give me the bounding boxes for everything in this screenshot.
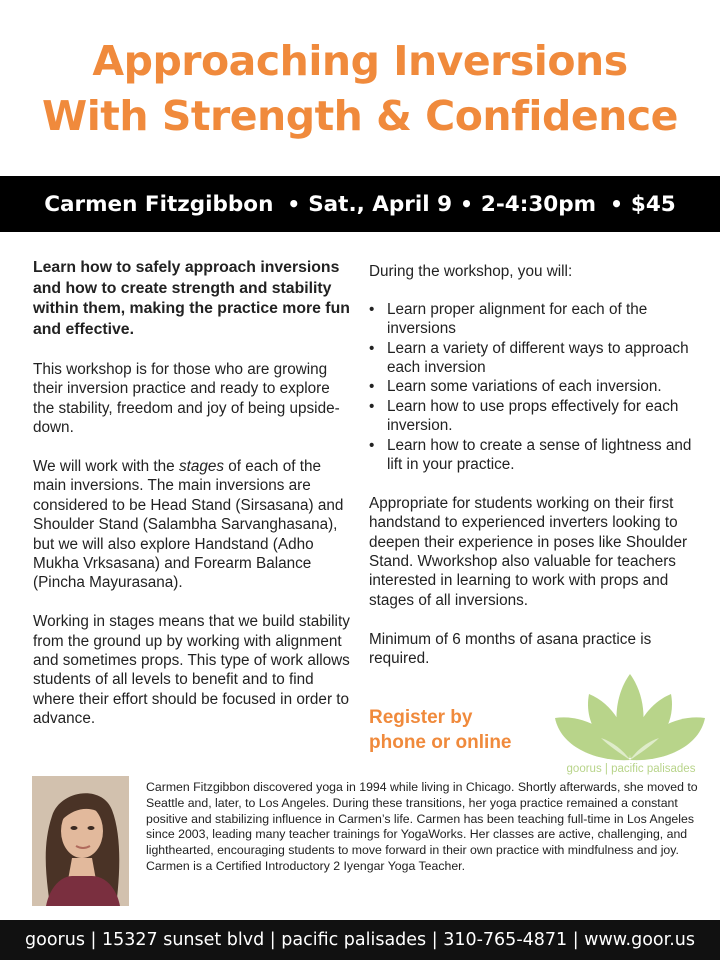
instructor-bio: Carmen Fitzgibbon discovered yoga in 1994 while living in Chicago. Shortly afterwards, she moved to Seattle and, later, to Los Angeles. During these transitions, her yoga practice remained a constant positive and stabilizing influence in Carmen’s life. Carmen has been teaching full-time in Los Angeles since 2003, leading many teacher trainings for YogaWorks. Her classes are active, challenging, and lighthearted, encouraging students to move forward in their own practice with mindfulness and joy. Carmen is a Certified Introductory 2 Iyengar Yoga Teacher. — [146, 780, 698, 873]
separator-dot: • — [610, 192, 623, 216]
list-item: • Learn a variety of different ways to approach each inversion — [369, 339, 704, 378]
stages-text-before: We will work with the — [33, 458, 179, 476]
instructor-name: Carmen Fitzgibbon — [44, 191, 274, 217]
list-item: • Learn how to create a sense of lightness and lift in your practice. — [369, 436, 704, 475]
register-callout — [369, 705, 559, 755]
event-info-bar — [0, 176, 720, 232]
register-line-1: Register by — [369, 707, 473, 728]
footer-bar — [0, 920, 720, 960]
lead-paragraph: Learn how to safely approach inversions and how to create strength and stability within them, making the practice more fun and effective. — [33, 259, 350, 338]
instructor-photo — [32, 776, 129, 906]
footer-contact[interactable]: goorus | 15327 sunset blvd | pacific palisades | 310-765-4871 | www.goor.us — [25, 930, 695, 950]
method-paragraph: Working in stages means that we build stability from the ground up by working with alignment and sometimes props. This type of work allows students of all levels to benefit and to find where their effort should be focused in order to advance. — [33, 613, 350, 728]
list-item: • Learn proper alignment for each of the inversions — [369, 300, 704, 339]
lotus-logo-icon — [553, 670, 707, 768]
workshop-goals-list — [369, 300, 704, 475]
logo-caption: goorus | pacific palisades — [566, 763, 696, 775]
stages-paragraph — [33, 457, 351, 593]
title-line-1: Approaching Inversions — [92, 37, 628, 85]
event-price: $45 — [630, 191, 676, 217]
stages-emphasis: stages — [178, 458, 225, 476]
stages-text-after: of each of the main inversions. The main inversions are considered to be Head Stand (Sirsasana) and Shoulder Stand (Salambha Sarvanghasana), but we will also explore Handstand (Adho Mukha Vrksasana) and Forearm Balance (Pincha Mayurasana). — [33, 458, 344, 592]
event-date: Sat., April 9 — [308, 191, 453, 217]
list-item: • Learn how to use props effectively for each inversion. — [369, 397, 704, 436]
event-time: 2-4:30pm — [480, 191, 597, 217]
title-line-2: With Strength & Confidence — [42, 92, 678, 140]
left-column — [33, 258, 351, 748]
right-column — [369, 262, 704, 688]
flyer-title — [0, 34, 720, 144]
students-paragraph: Appropriate for students working on their first handstand to experienced inverters looking to deepen their experience in poses like Shoulder Stand. Wworkshop also valuable for teachers interested in learning to work with props and stages of all inversions. — [369, 494, 688, 609]
audience-paragraph: This workshop is for those who are growing their inversion practice and ready to explore the stability, freedom and joy of being upside-down. — [33, 361, 340, 437]
workshop-intro: During the workshop, you will: — [369, 263, 573, 280]
requirement-paragraph: Minimum of 6 months of asana practice is required. — [369, 630, 652, 668]
separator-dot: • — [460, 192, 473, 216]
list-item: • Learn some variations of each inversion. — [369, 377, 704, 396]
register-line-2: phone or online — [369, 732, 512, 753]
separator-dot: • — [287, 192, 301, 216]
